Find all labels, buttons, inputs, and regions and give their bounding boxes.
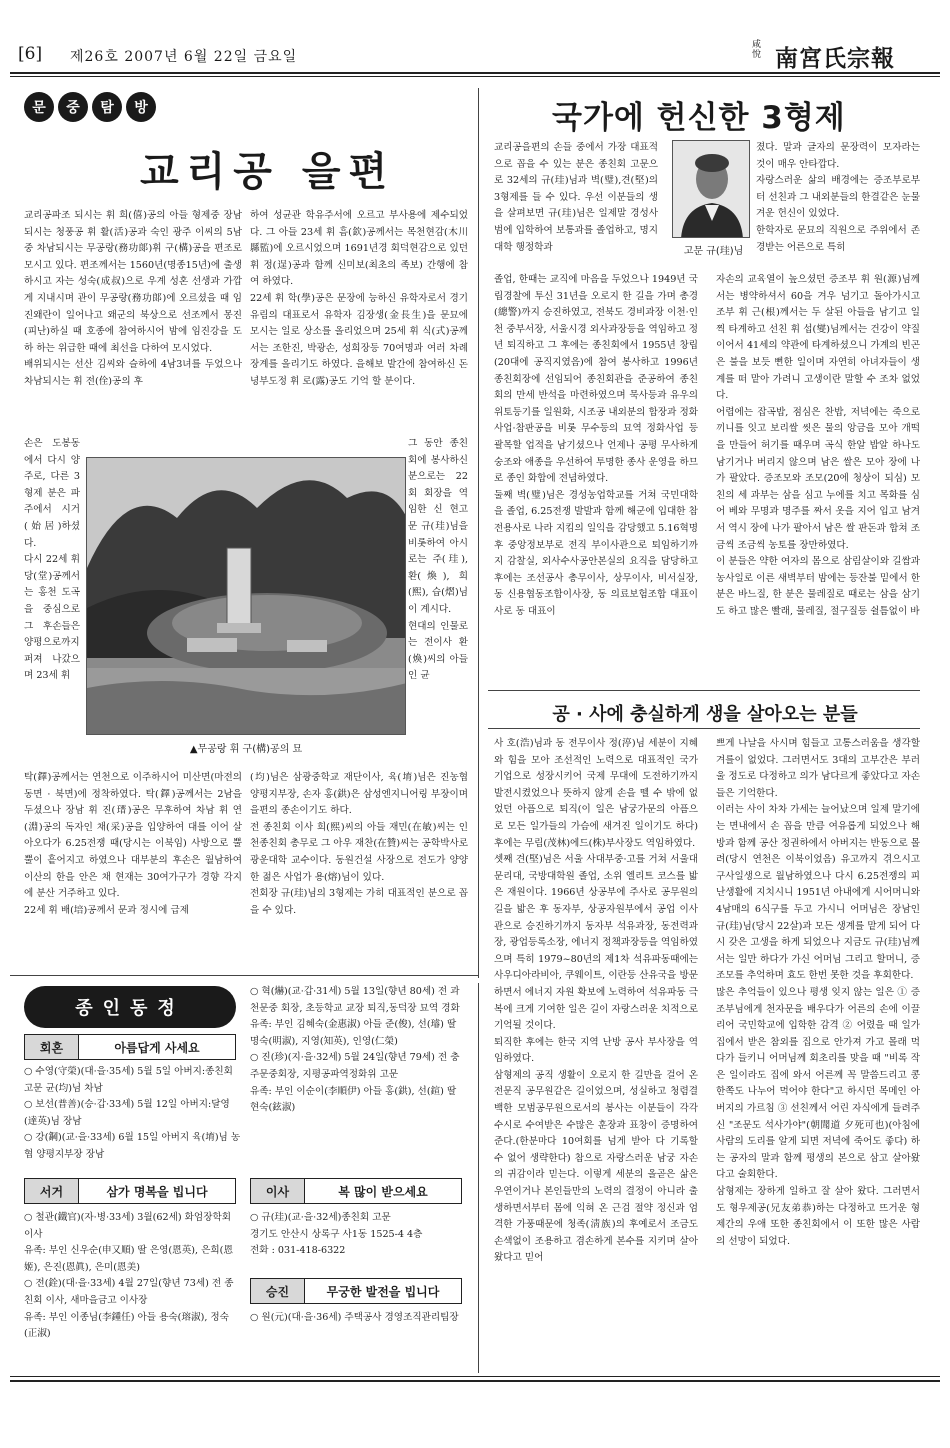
masthead-rule [10, 72, 940, 74]
news-heading-title: 삼가 명복을 빕니다 [106, 1184, 208, 1199]
portrait-caption: 고문 규(珪)님 [683, 246, 744, 257]
footer-rule-thick [10, 1380, 940, 1382]
news-heading-promotion [250, 1278, 462, 1304]
news-body-obituary-cont: ○ 혁(爀)(교·갑·31세) 5월 13일(향년 80세) 전 과천문중 회장, 초등학교 교장 퇴직,동덕장 묘역 경화 유족: 부인 김혜숙(金惠淑) 아들 준(俊), 선(璿) 딸 명숙(明淑), 지영(知英), 인영(仁榮) ○ 진(珍)(지·을·32세) 5월 24일(향년 79세) 전 충주문중회장, 지평공파역정화위 고문 유족: 부인 이순이(李順伊) 아들 홍(鉷), 선(鍹) 딸 현숙(鉉淑) [250, 986, 460, 1114]
kicker-char: 문 [24, 92, 54, 122]
news-category: 이사 [251, 1179, 305, 1203]
left-story-title: 교리공 을편 [140, 148, 396, 195]
logo-small: 咸悅 [752, 40, 762, 60]
kicker-char: 탐 [92, 92, 122, 122]
subhead-rule-bottom [488, 728, 920, 729]
right-subhead: 공 · 사에 충실하게 생을 살아오는 분들 [552, 704, 858, 725]
left-col2-bottom: (均)님은 삼광중학교 재단이사, 육(堉)님은 진농협 양평지부장, 손자 홍(鉷)은 삼성엔지니어링 부장이며 을편의 종손이기도 하다. 전 종친회 이사 희(熙)씨의 아들 재민(在敏)씨는 인천종친회 총무로 그 아우 재찬(在贊)씨는 공학박사로 광운대학 교수이다. 동원건설 사장으로 전도가 양양한 젊은 사업가 용(熔)님이 있다. 전회장 규(珪)님의 3형제는 가히 대표적인 분으로 꼽을 수 있다. [250, 772, 468, 916]
subhead-rule-top [488, 690, 920, 691]
portrait-photo [672, 140, 750, 238]
right-col2-bottom: 쁘게 나날을 사시며 힘들고 고통스러움을 생각할 겨를이 없었다. 그러면서도 3대의 고부간은 부러울 정도로 다정하고 의가 남다르게 좋았다고 자손들은 기억한다. 이러는 사이 차차 가세는 늘어났으며 일제 말기에는 면내에서 손 꼽을 만큼 여유롭게 되었으나 해방과 함께 공산 정권하에서 아버지는 반동으로 몰려(당시 연천은 이북이었음) 유고까지 겪으시고 구사일생으로 월남하였으나 다시 6.25전쟁의 피난생활에 지치시니 1951년 아내에게 시어머니와 4남매의 6식구를 두고 가시니 어머님은 장남인 규(珪)님(당시 22살)과 모든 생계를 맡게 되어 다시 갖은 고생을 하게 되었으나 지금도 규(珪)님께서는 일만 하다가 가신 어머님 그리고 할머니, 증조모를 추억하며 효도 한번 못한 것을 후회한다. 많은 추억들이 있으나 평생 잊지 않는 일은 ① 증조부님에게 천자문을 배우다가 어른의 손에 이끌리어 국민학교에 입학한 감격 ② 어렸을 때 일가집에서 받은 참외를 집으로 안가져 가고 몰래 먹다가 들키니 어머님께 회초리를 맞을 때 "비록 작은 일이라도 집에 와서 어른께 꼭 말씀드리고 콩 한쪽도 나누어 먹어야 한다"고 하시던 목메인 아버지의 가르침 ③ 선친께서 어린 자식에게 들려주신 "조문도 석사가야"(朝聞道 夕死可也)(아침에 사람의 도리를 알게 되면 저녁에 죽어도 좋다) 하는 공자의 말과 함께 평생의 본으로 삼고 살아왔다고 술회한다. 삼형제는 장하게 일하고 잘 살아 왔다. 그러면서도 형우제공(兄友弟恭)하는 다정하고 뜨거운 형제간의 우애 또한 종친회에서 이 또한 많은 사람의 선망이 되었다. [716, 738, 920, 1247]
news-heading-title: 아름답게 사세요 [114, 1040, 200, 1055]
news-heading-obituary [24, 1178, 236, 1204]
left-col1-narrow: 손은 도봉동에서 다시 양주로, 다른 3형제 분은 파주에서 시거(始居)하셨다. 다시 22세 휘 당(堂)공께서는 홍천 도곡을 중심으로 그 후손들은 양평으로까지 퍼져 나갔으며 23세 휘 [24, 438, 80, 682]
portrait-image [673, 141, 750, 238]
news-heading-moving [250, 1178, 462, 1204]
left-col1-bottom: 탁(鐸)공께서는 연천으로 이주하시어 미산면(마전의 동면 · 북면)에 정착하였다. 탁(鐸)공께서는 2남을 두셨으나 장남 휘 진(瑨)공은 무후하여 차남 휘 연(淵)공의 독자인 채(采)공을 입양하여 대를 이어 살아오다가 6.25전쟁 때(당시는 이북임) 사방으로 뿔뿔이 흩어지고 하였으나 대부분의 후손은 월남하여 이산의 한을 안은 채 현재는 30여가구가 경향 각지에 분산 거주하고 있다. 22세 휘 배(培)공께서 문과 정시에 급제 [24, 772, 242, 916]
page-number: [6] [18, 44, 43, 64]
news-body-obituary: ○ 철관(鐵官)(자·병·33세) 3월(62세) 화엄장학회 이사 유족: 부인 신우순(申又順) 딸 은영(恩英), 은희(恩姬), 은진(恩眞), 은미(恩美) ○ 전(銓)(대·을·33세) 4월 27일(향년 73세) 전 종친회 이사, 새마을금고 이사장 유족: 부인 이종님(李鍾任) 아들 용숙(瑢淑), 정숙(正淑) [24, 1212, 234, 1340]
right-col1-top: 교리공을편의 손들 중에서 가장 대표적으로 꼽을 수 있는 분은 종친회 고문으로 32세의 규(珪)님과 벽(璧),견(堅)의 3형제를 들 수 있다. 우선 이분들의 생을 살펴보면 규(珪)님은 일제말 경성사범에 입학하여 보통과를 졸업하고, 명지대학 행정학과 [494, 142, 658, 253]
right-story-title: 국가에 헌신한 3형제 [552, 100, 846, 136]
news-category: 승진 [251, 1279, 305, 1303]
news-body-moving: ○ 규(珪)(교·을·32세)종친회 고문 경기도 안산시 상록구 사1동 1525-4 4층 전화 : 031-418-6322 [250, 1212, 423, 1257]
right-col1-bottom: 사 호(浩)님과 동 전무이사 정(渟)님 세분이 지혜와 힘을 모아 조선적인 노력으로 대표적인 국가 기업으로 성장시키어 국제 무대에 도전하기까지 발전시켰었으나 뜻하지 않게 손을 뗄 수 밖에 없었던 아픔으로 퇴직(이 일은 남궁가문의 아픔으로 모든 일가들의 가슴에 새겨진 일이기도 하다) 후에는 무림(茂林)에드(株)부사장도 역임하였다. 셋째 견(堅)님은 서울 사대부중·고를 거쳐 서울대 문리대, 국방대학원 졸업, 소위 엘리트 코스를 밟은 재원이다. 1966년 상공부에 주사로 공무원의 길을 밟은 후 동자부, 상공자원부에서 공업 이사관으로 승진하기까지 동자부 석유과장, 동전력과장, 광업등록소장, 에너지 정책과장등을 역임하였으며 특히 1979~80년의 제1차 석유파동때에는 사우디아라비아, 쿠웨이트, 이란등 산유국을 방문하면서 에너지 자원 확보에 노력하여 석유파동 극복에 크게 기여한 일은 길이 자랑스러운 치적으로 기억될 것이다. 퇴직한 후에는 한국 지역 난방 공사 부사장을 역임하였다. 삼형제의 공직 생활이 오로지 한 길만을 걸어 온 전문직 공무원같은 길이었으며, 성실하고 청렴결백한 모범공무원으로서의 봉사는 이분들이 각각 수시로 수여받은 수많은 훈장과 표창이 증명하여 준다.(한분마다 10여회를 넘게 받아 다 기록할 수 없어 생략한다) 참으로 자랑스러운 남궁 자손의 귀감이라 믿는다. 이렇게 세분의 올곧은 삶은 우연이거나 본인들만의 노력의 결정이 아니라 출생하면서부터 몸에 익혀 온 근검 절약 정신과 엄격한 가풍때문에 청족(淸族)의 후예로서 조금도 손색없이 조용하고 겸손하게 본수를 지키며 살아 왔다고 믿어 [494, 738, 698, 1264]
right-col2-top: 졌다. 말과 글자의 문장력이 모자라는 것이 매우 안타깝다. 자랑스러운 삶의 배경에는 증조부로부터 선친과 그 내외분들의 한결같은 눈물겨운 헌신이 있었다. 한학자로 문묘의 직원으로 주위에서 존경받는 어른으로 특히 [756, 142, 920, 253]
tomb-photo [86, 457, 406, 735]
left-col1-top: 교리공파조 되시는 휘 희(僖)공의 아들 형제중 장남되시는 청풍공 휘 활(活)공과 숙인 광주 이씨의 5남중 차남되시는 무공랑(務功郞)휘 구(構)공을 편조로 모시고 있다. 편조께서는 1560년(명종15년)에 출생하시고 자는 성숙(成叔)으로 우계 성혼 선생과 가깝게 지내시며 관이 무공랑(務功郞)에 오르셨을 때 임진왜란이 일어나고 왜군의 북상으로 선조께서 몽진(피난)하실 때 호종에 참여하시어 밤에 임진강을 도하 하는 위급한 때에 최선을 다하여 모시었다. 배위되시는 선산 김씨와 슬하에 4남3녀를 두었으나 차남되시는 휘 전(佺)공의 후 [24, 210, 242, 387]
right-col1-full: 졸업, 한때는 교직에 마음을 두었으나 1949년 국립경찰에 투신 31년을 오로지 한 길을 가며 총경(總警)까지 승진하였고, 전북도 경비과장 이천·인천 중부서장, 서울시경 외사과장등을 역임하고 정년 퇴직하고 그 후에는 종친회에서 1955년 창립(20대에 공직지였음)에 참여 봉사하고 1996년 종친회장에 선임되어 종친회관을 준공하여 종친회의 만세 반석을 마련하였으며 묵사등과 유우의 위토등기를 일원화, 시조공 내외분의 합장과 정화사업·참판공을 비롯 무수등의 묘역 정화사업 등 괄목할 업적을 남기셨으나 언제나 공평 무사하게 숭조와 애종을 우선하여 투명한 종사 운영을 하므로 종인 화합에 전념하였다. 둘째 벽(璧)님은 경성농업학교를 거쳐 국민대학을 졸업, 6.25전쟁 발발과 함께 해군에 입대한 참전용사로 나라 지킴의 일익을 감당했고 5.16혁명 후 중앙정보부로 전직 부이사관으로 퇴임하기까지 감찰실, 외사수사공안본실의 요직을 담당하고 후에는 조선공사 총무이사, 상무이사, 비서실장, 동 신용협동조합이사장, 동 의료보험조합 대표이사로 동 대표이 [494, 274, 698, 617]
footer-rule [10, 1376, 940, 1377]
news-heading-title: 무궁한 발전을 빕니다 [326, 1284, 440, 1299]
news-body-promotion: ○ 원(元)(대·을·36세) 주택공사 경영조직관리팀장 [250, 1312, 459, 1323]
kicker-char: 방 [126, 92, 156, 122]
column-divider [478, 88, 479, 978]
left-col2-top: 하여 성균관 학유주서에 오르고 부사용에 제수되었다. 그 아들 23세 휘 흠(欽)공께서는 목천현감(木川縣監)에 오르시었으며 1691년경 회덕현감으로 있던 휘 정(逞)공과 함께 신미보(최초의 족보) 간행에 참여 하였다. 22세 휘 학(學)공은 문장에 능하신 유학자로서 경기 유림의 대표로서 유학자 김장생(金長生)을 문묘에 모시는 일로 상소를 올리었으며 25세 휘 식(式)공께서는 조한진, 박광손, 성희장등 70여명과 여러 차례 장계를 올리기도 하였다. 을해보 발간에 참여하신 돈녕부도정 휘 로(露)공도 기억 할 분이다. [250, 210, 468, 387]
section-kicker [24, 92, 156, 122]
tomb-photo-image [87, 458, 406, 735]
masthead-rule-thin [10, 76, 940, 77]
right-col2-full: 자손의 교육열이 높으셨던 증조부 휘 원(源)님께서는 병약하셔서 60을 겨우 넘기고 돌아가시고 조부 휘 근(根)께서는 두 살된 아들을 남기고 일찍 타계하고 선친 휘 섭(燮)님께서는 건강이 약질이어서 41세의 약관에 타계하셨으니 가계의 빈곤은 불을 보듯 뻔한 일이며 자연히 아녀자들이 생계를 떠 맡아 가려니 고생이란 말할 수 조차 없었다. 어렵에는 잡곡밥, 점심은 찬밥, 저녁에는 죽으로 끼니를 잇고 보리쌀 씻은 물의 앙금을 모아 개떡을 만들어 허기를 때우며 곡식 한알 밥알 하나도 남기거나 버리지 않으며 남은 쌀은 모아 장에 나가 팔았다. 증조모와 조모(20에 청상이 되심) 모친의 세 과부는 삼을 심고 누에를 치고 목화를 심어 베와 무명과 명주를 짜서 옷을 지어 입고 남겨서 역시 장에 나가 팔아서 남은 쌀 판돈과 합쳐 조금씩 조금씩 농토를 장만하였다. 이 분들은 약한 여자의 몸으로 삼림살이와 길쌈과 농사일로 이른 새벽부터 밤에는 등잔불 밑에서 한 분은 바느질, 한 분은 물레질로 때로는 삼을 삼기도 하고 많은 빨래, 물레질, 절구질등 쉴틈없이 바 [716, 274, 920, 617]
news-body-wedding: ○ 수영(守榮)(대·을·35세) 5월 5일 아버지:종친회 고문 균(均)님 차남 ○ 보선(普善)(승·갑·33세) 5월 12일 아버지:달영(達英)님 장남 ○ 강(鋼)(교·을·33세) 6월 15일 아버지 육(堉)님 농협 양평지부장 장남 [24, 1066, 241, 1160]
news-heading-title: 복 많이 받으세요 [338, 1184, 428, 1199]
news-category: 서거 [25, 1179, 79, 1203]
left-col2-narrow: 그 동안 종친회에 봉사하신 분으로는 22회 회장을 역임한 신 현고문 규(珪)님을 비롯하여 아시로는 주(珪), 환(煥), 희(熙), 습(熠)님이 계시다. 현대의 인물로는 전이사 환(煥)씨의 아들인 균 [408, 438, 468, 682]
family-news-header: 종인동정 [24, 986, 236, 1028]
kicker-char: 중 [58, 92, 88, 122]
tomb-photo-caption: ▲무공랑 휘 구(構)공의 묘 [189, 744, 303, 755]
issue-date: 제26호 2007년 6월 22일 금요일 [70, 49, 298, 65]
news-heading-wedding [24, 1034, 236, 1060]
news-section-rule [10, 975, 478, 976]
newspaper-logo: 南宮氏宗報 [775, 45, 895, 72]
column-divider-lower [478, 983, 479, 1373]
news-category: 회혼 [25, 1035, 79, 1059]
